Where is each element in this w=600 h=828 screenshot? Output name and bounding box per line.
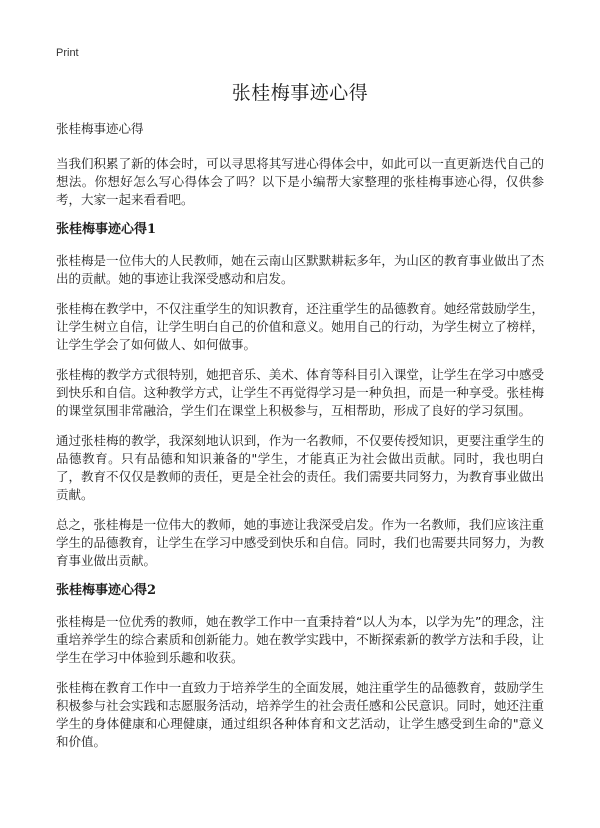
section-heading-1: 张桂梅事迹心得1 [56, 222, 157, 237]
paragraph: 张桂梅的教学方式很特别，她把音乐、美术、体育等科目引入课堂，让学生在学习中感受到快乐和自信。这种教学方式，让学生不再觉得学习是一种负担，而是一种享受。张桂梅的课堂氛围非常融洽，学生们在课堂上积极参与，互相帮助，形成了良好的学习氛围。 [56, 367, 544, 418]
section-heading-2: 张桂梅事迹心得2 [56, 583, 157, 598]
intro-paragraph: 当我们积累了新的体会时，可以寻思将其写进心得体会中，如此可以一直更新迭代自己的想法。你想好怎么写心得体会了吗？以下是小编帮大家整理的张桂梅事迹心得，仅供参考，大家一起来看看吧。 [56, 156, 544, 207]
paragraph: 张桂梅在教育工作中一直致力于培养学生的全面发展，她注重学生的品德教育，鼓励学生积极参与社会实践和志愿服务活动，培养学生的社会责任感和公民意识。同时，她还注重学生的身体健康和心理健康，通过组织各种体育和文艺活动，让学生感受到生命的"意义和价值。 [56, 680, 544, 749]
paragraph: 张桂梅在教学中，不仅注重学生的知识教育，还注重学生的品德教育。她经常鼓励学生，让学生树立自信，让学生明白自己的价值和意义。她用自己的行动，为学生树立了榜样，让学生学会了如何做人、如何做事。 [56, 301, 544, 352]
paragraph: 张桂梅是一位优秀的教师，她在教学工作中一直秉持着“以人为本，以学为先”的理念，注重培养学生的综合素质和创新能力。她在教学实践中，不断探索新的教学方法和手段，让学生在学习中体验到乐趣和收获。 [56, 614, 544, 665]
paragraph: 总之，张桂梅是一位伟大的教师，她的事迹让我深受启发。作为一名教师，我们应该注重学生的品德教育，让学生在学习中感受到快乐和自信。同时，我们也需要共同努力，为教育事业做出贡献。 [56, 517, 544, 568]
paragraph: 通过张桂梅的教学，我深刻地认识到，作为一名教师，不仅要传授知识，更要注重学生的品德教育。只有品德和知识兼备的"学生，才能真正为社会做出贡献。同时，我也明白了，教育不仅仅是教师的责任，更是全社会的责任。我们需要共同努力，为教育事业做出贡献。 [56, 433, 544, 502]
article-subtitle: 张桂梅事迹心得 [56, 121, 144, 136]
print-link[interactable]: Print [56, 47, 79, 59]
article-body [56, 120, 544, 763]
page-title: 张桂梅事迹心得 [231, 82, 369, 104]
paragraph: 张桂梅是一位伟大的人民教师，她在云南山区默默耕耘多年，为山区的教育事业做出了杰出的贡献。她的事迹让我深受感动和启发。 [56, 253, 544, 286]
